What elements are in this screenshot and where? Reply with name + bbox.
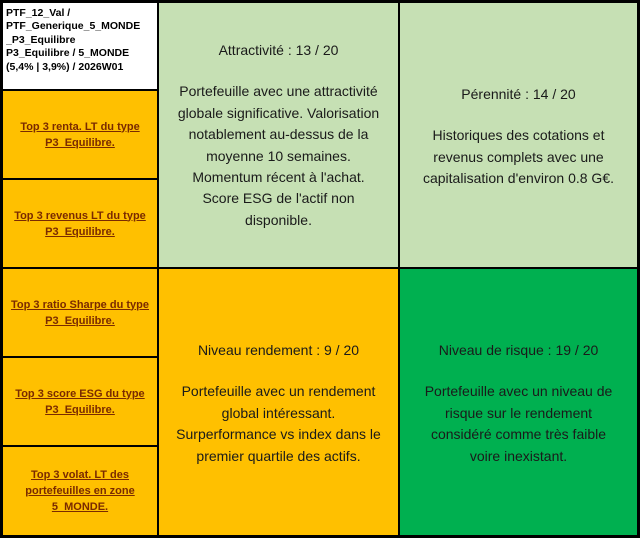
header-line: (5,4% | 3,9%) / 2026W01	[6, 60, 124, 73]
perennite-title: Pérennité : 14 / 20	[461, 86, 576, 102]
perennite-panel	[399, 2, 638, 268]
risque-title: Niveau de risque : 19 / 20	[438, 342, 599, 358]
header-line: _P3_Equilibre	[6, 33, 76, 46]
header-line: PTF_12_Val /	[6, 7, 71, 19]
top3-renta-link[interactable]: Top 3 renta. LT du type P3_Equilibre.	[20, 120, 140, 149]
risque-text: considéré comme très faible	[430, 426, 607, 443]
attractivite-title: Attractivité : 13 / 20	[218, 42, 339, 58]
attractivite-text: Portefeuille avec une attractivité	[179, 83, 378, 100]
perennite-text: revenus complets avec une	[433, 148, 604, 165]
rendement-text: Portefeuille avec un rendement	[181, 383, 376, 400]
perennite-text: Historiques des cotations et	[432, 127, 605, 144]
rendement-title: Niveau rendement : 9 / 20	[197, 342, 360, 358]
risque-text: voire inexistant.	[469, 447, 568, 464]
risque-text: Portefeuille avec un niveau de	[424, 383, 613, 400]
attractivite-text: globale significative. Valorisation	[177, 104, 380, 121]
top3-esg-link[interactable]: Top 3 score ESG du type P3_Equilibre.	[15, 387, 145, 416]
attractivite-text: disponible.	[245, 211, 312, 228]
header-line: PTF_Generique_5_MONDE	[6, 20, 141, 33]
top3-volat-link[interactable]: Top 3 volat. LT des portefeuilles en zone 5_MONDE.	[25, 469, 135, 513]
rendement-panel	[158, 268, 399, 536]
attractivite-text: Momentum récent à l'achat.	[192, 169, 365, 186]
rendement-text: Surperformance vs index dans le	[176, 426, 381, 443]
attractivite-text: notablement au-dessus de la	[188, 126, 369, 143]
attractivite-text: moyenne 10 semaines.	[206, 147, 351, 164]
rendement-text: premier quartile des actifs.	[196, 447, 361, 464]
portfolio-header	[2, 2, 158, 90]
attractivite-panel	[158, 2, 399, 268]
top3-volat-link-cell[interactable]	[2, 446, 158, 536]
perennite-text: capitalisation d'environ 0.8 G€.	[422, 170, 614, 187]
risque-text: risque sur le rendement	[444, 404, 593, 421]
top3-sharpe-link[interactable]: Top 3 ratio Sharpe du type P3_Equilibre.	[11, 298, 149, 327]
top3-sharpe-link-cell[interactable]	[2, 268, 158, 357]
header-line: P3_Equilibre / 5_MONDE	[6, 47, 130, 60]
rendement-text: global intéressant.	[221, 404, 336, 421]
risque-panel	[399, 268, 638, 536]
top3-esg-link-cell[interactable]	[2, 357, 158, 446]
attractivite-text: Score ESG de l'actif non	[202, 190, 355, 207]
top3-revenus-link[interactable]: Top 3 revenus LT du type P3_Equilibre.	[14, 209, 146, 238]
top3-renta-link-cell[interactable]	[2, 90, 158, 179]
top3-revenus-link-cell[interactable]	[2, 179, 158, 268]
